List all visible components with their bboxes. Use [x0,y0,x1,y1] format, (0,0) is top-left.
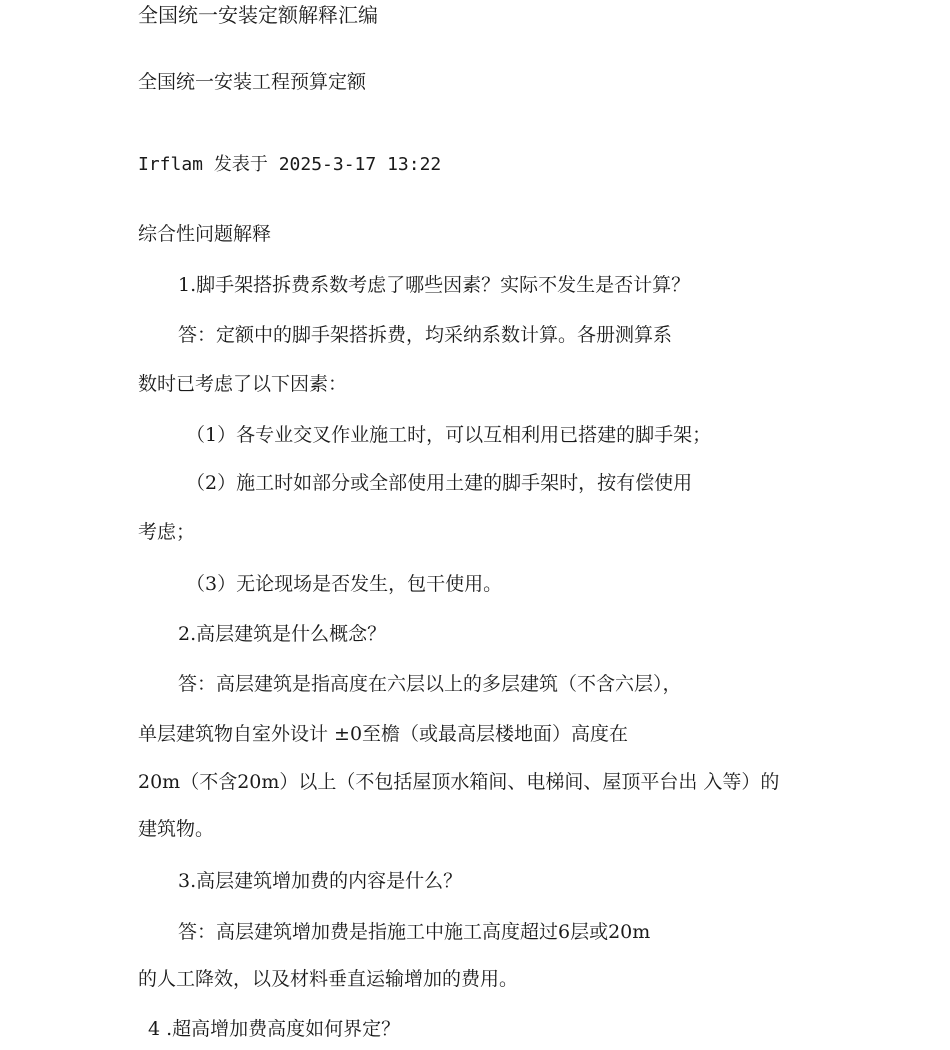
answer-1-line: 答：定额中的脚手架搭拆费，均采纳系数计算。各册测算系 [178,324,673,346]
document-title: 全国统一安装定额解释汇编 [138,3,378,27]
question-1: 1.脚手架搭拆费系数考虑了哪些因素？实际不发生是否计算？ [178,274,691,296]
answer-2-line: 单层建筑物自室外设计 ±0至檐（或最高层楼地面）高度在 [138,723,629,745]
document-subtitle: 全国统一安装工程预算定额 [138,71,367,93]
answer-1-item: （3）无论现场是否发生，包干使用。 [186,573,503,595]
answer-1-line: 考虑； [138,521,196,543]
question-2: 2.高层建筑是什么概念？ [178,623,387,645]
answer-1-item: （1）各专业交叉作业施工时，可以互相利用已搭建的脚手架； [186,424,712,446]
byline: Irflam 发表于 2025-3-17 13:22 [138,154,442,175]
answer-2-line: 20m（不含20m）以上（不包括屋顶水箱间、电梯间、屋顶平台出 入等）的 [138,771,780,793]
question-3: 3.高层建筑增加费的内容是什么？ [178,870,463,892]
question-4: 4 .超高增加费高度如何界定？ [148,1018,401,1040]
answer-1-line: 数时已考虑了以下因素： [138,373,348,395]
section-heading: 综合性问题解释 [138,223,272,245]
answer-2-line: 答：高层建筑是指高度在六层以上的多层建筑（不含六层）， [178,673,682,695]
answer-3-line: 的人工降效，以及材料垂直运输增加的费用。 [138,968,519,990]
answer-3-line: 答：高层建筑增加费是指施工中施工高度超过6层或20m [178,921,651,943]
answer-2-line: 建筑物。 [138,818,215,840]
answer-1-item: （2）施工时如部分或全部使用土建的脚手架时，按有偿使用 [186,472,693,494]
